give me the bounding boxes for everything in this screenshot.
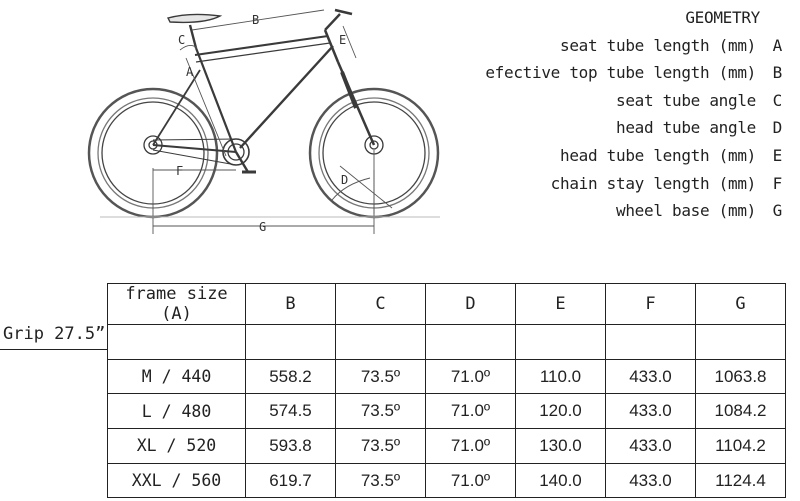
legend-letter: G [772,201,782,221]
diagram-label-g: G [259,220,267,234]
table-header-row [108,284,786,325]
cell-b: 619.7 [246,463,336,498]
legend-label: seat tube angle [616,90,756,110]
table-row [108,394,786,429]
cell-c: 73.5º [336,394,426,429]
cell-d: 71.0º [426,463,516,498]
legend-label: head tube angle [616,118,756,138]
cell-c: 73.5º [336,359,426,394]
handlebar [335,10,352,14]
legend-label: head tube length (mm) [560,145,756,165]
seatpost [190,25,196,48]
model-name: Grip 27.5” [3,324,106,344]
diagram-label-f: F [176,164,184,178]
legend-title: GEOMETRY [685,8,760,27]
table-cell-empty [426,325,516,360]
cell-d: 71.0º [426,429,516,464]
cell-f: 433.0 [606,429,696,464]
diagram-label-e: E [339,33,347,47]
header-c: C [336,284,426,325]
table-row [108,463,786,498]
diagram-label-c: C [178,33,186,47]
geometry-table [107,283,786,498]
legend-letter: E [772,145,782,165]
stem [325,14,340,30]
header-f: F [606,284,696,325]
legend-label: wheel base (mm) [616,201,756,221]
saddle [168,14,220,22]
legend-item-top-tube-length [422,59,782,87]
cell-g: 1084.2 [696,394,786,429]
cell-f: 433.0 [606,463,696,498]
cell-frame-size: M / 440 [108,359,246,394]
legend-letter: B [772,63,782,83]
cell-d: 71.0º [426,359,516,394]
cell-d: 71.0º [426,394,516,429]
header-g: G [696,284,786,325]
cell-e: 140.0 [516,463,606,498]
legend-letter: A [772,35,782,55]
down-tube [240,46,333,148]
legend-item-seat-tube-angle [422,87,782,115]
crank-arm [236,152,248,172]
legend-item-head-tube-angle [422,114,782,142]
header-frame-size: frame size (A) [108,284,246,325]
legend-label: efective top tube length (mm) [485,63,756,83]
legend-letter: D [772,118,782,138]
cell-e: 130.0 [516,429,606,464]
fork-leg [342,72,356,108]
legend-label: seat tube length (mm) [560,35,756,55]
table-cell-empty [246,325,336,360]
legend-item-wheel-base [422,197,782,225]
legend-item-head-tube-length [422,142,782,170]
table-row [108,359,786,394]
table-row [108,429,786,464]
legend-item-chain-stay-length [422,170,782,198]
legend-letter: F [772,173,782,193]
cell-g: 1124.4 [696,463,786,498]
geometry-legend [422,4,782,225]
cell-e: 110.0 [516,359,606,394]
cell-frame-size: XL / 520 [108,429,246,464]
table-cell-empty [336,325,426,360]
cell-g: 1063.8 [696,359,786,394]
cell-e: 120.0 [516,394,606,429]
diagram-label-a: A [186,65,194,79]
legend-item-seat-tube-length [422,32,782,60]
cell-f: 433.0 [606,394,696,429]
cell-c: 73.5º [336,429,426,464]
cell-frame-size: XXL / 560 [108,463,246,498]
head-tube [325,30,338,62]
table-cell-empty [606,325,696,360]
legend-letter: C [772,90,782,110]
cell-c: 73.5º [336,463,426,498]
header-e: E [516,284,606,325]
cell-b: 574.5 [246,394,336,429]
cell-g: 1104.2 [696,429,786,464]
table-cell-empty [696,325,786,360]
cell-f: 433.0 [606,359,696,394]
diagram-label-b: B [252,13,260,27]
cell-frame-size: L / 480 [108,394,246,429]
diagram-label-d: D [341,173,349,187]
cell-b: 593.8 [246,429,336,464]
header-b: B [246,284,336,325]
table-cell-empty [108,325,246,360]
table-empty-row [108,325,786,360]
cell-b: 558.2 [246,359,336,394]
header-d: D [426,284,516,325]
seat-stay [153,70,200,145]
table-cell-empty [516,325,606,360]
model-underline [0,349,108,350]
legend-label: chain stay length (mm) [550,173,756,193]
